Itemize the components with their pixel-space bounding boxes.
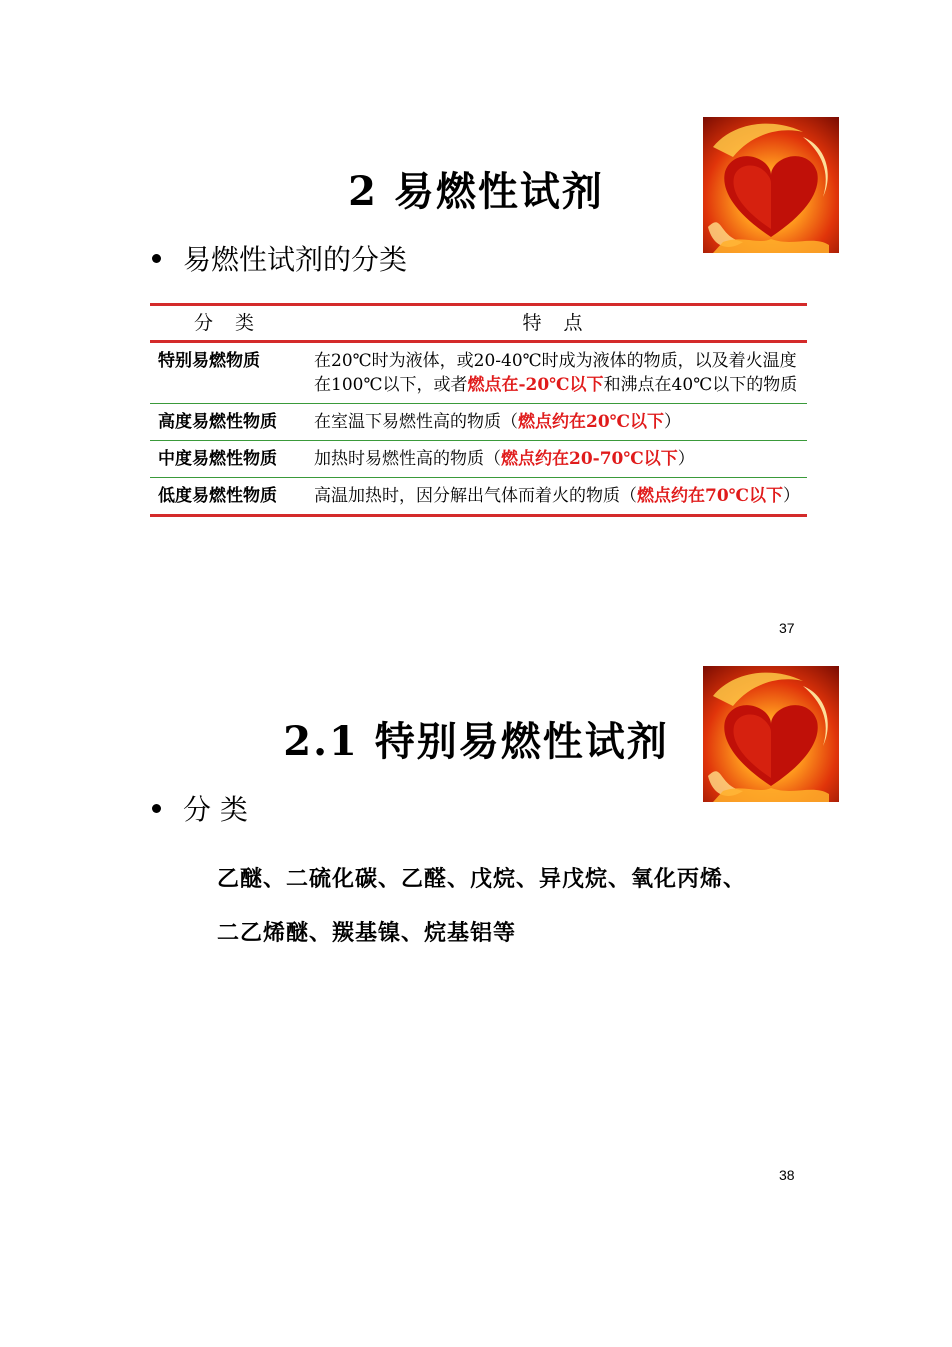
bullet-item: [152, 788, 248, 828]
category-cell: 高度易燃性物质: [150, 404, 306, 441]
flash-point-highlight: 燃点约在20-70℃以下: [501, 449, 678, 469]
category-cell: 低度易燃性物质: [150, 478, 306, 516]
slide-38: [0, 640, 952, 1200]
features-cell: [306, 441, 807, 478]
feature-text: 在20℃时为液体，或20-40℃时成为液体的物质，以及着火温度在100℃以下，或者: [314, 351, 797, 395]
table-row: [150, 404, 807, 441]
features-cell: [306, 478, 807, 516]
feature-text: 高温加热时，因分解出气体而着火的物质（: [314, 486, 637, 506]
features-cell: [306, 404, 807, 441]
category-cell: 特别易燃物质: [150, 342, 306, 404]
substances-line-1: 乙醚、二硫化碳、乙醛、戊烷、异戊烷、氧化丙烯、: [217, 866, 747, 892]
bullet-text: 易燃性试剂的分类: [183, 243, 408, 276]
page-number: 37: [779, 620, 795, 636]
table-row: [150, 478, 807, 516]
feature-text: 加热时易燃性高的物质（: [314, 449, 501, 469]
features-cell: [306, 342, 807, 404]
bullet-item: [152, 238, 407, 278]
flash-point-highlight: 燃点在-20℃以下: [467, 375, 604, 395]
table-row: [150, 441, 807, 478]
category-cell: 中度易燃性物质: [150, 441, 306, 478]
slide-title: 2.1 特别易燃性试剂: [283, 718, 669, 765]
header-features: 特 点: [306, 305, 807, 342]
table-row: [150, 342, 807, 404]
table-header-row: [150, 305, 807, 342]
bullet-icon: [152, 254, 161, 263]
substances-line-2: 二乙烯醚、羰基镍、烷基铝等: [217, 920, 517, 946]
header-category: 分 类: [150, 305, 306, 342]
feature-text: 在室温下易燃性高的物质（: [314, 412, 518, 432]
slide-37: [0, 90, 952, 650]
classification-table: [150, 303, 807, 517]
bullet-icon: [152, 804, 161, 813]
page-number: 38: [779, 1167, 795, 1183]
flash-point-highlight: 燃点约在70℃以下: [637, 486, 784, 506]
slide-title: 2 易燃性试剂: [348, 168, 604, 215]
flash-point-highlight: 燃点约在20℃以下: [518, 412, 665, 432]
feature-text: 和沸点在40℃以下的物质: [603, 375, 798, 395]
feature-text: ）: [664, 412, 682, 432]
feature-text: ）: [783, 486, 801, 506]
feature-text: ）: [677, 449, 695, 469]
bullet-text: 分 类: [183, 793, 248, 826]
